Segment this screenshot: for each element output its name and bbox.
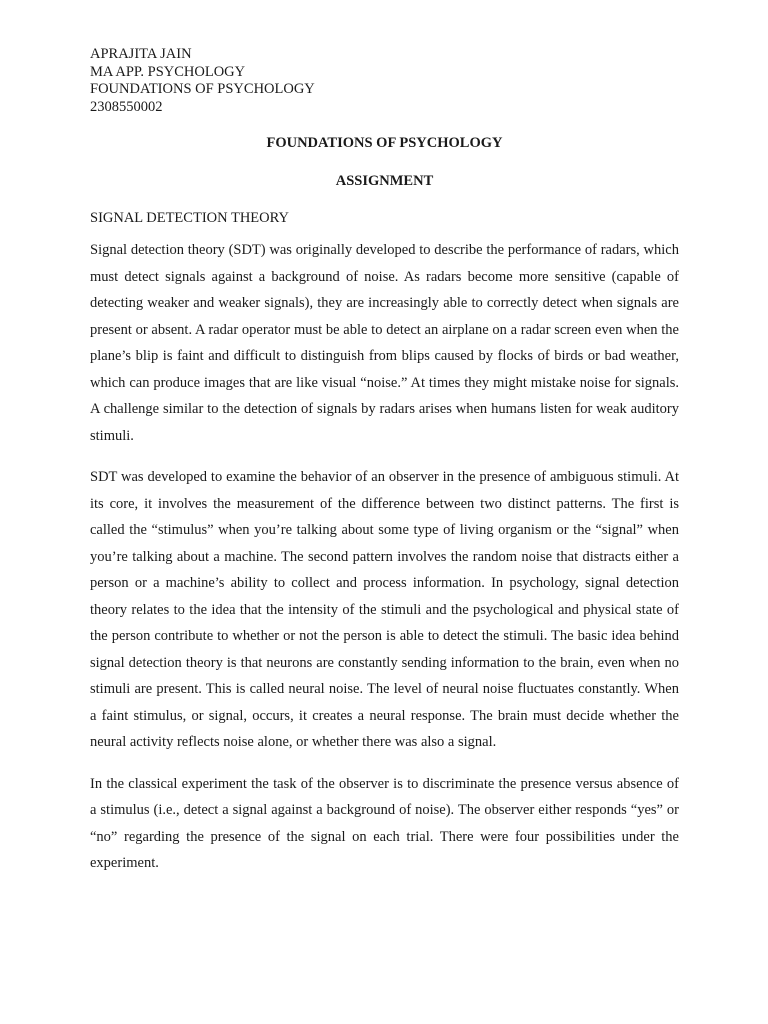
paragraph-1: Signal detection theory (SDT) was originally developed to describe the performance of radars, which must detect signals against a background of noise. As radars become more sensitive (capable of detecting weaker and weaker signals), they are increasingly able to correctly detect when signals are present or absent. A radar operator must be able to detect an airplane on a radar screen even when the plane’s blip is faint and difficult to distinguish from blips caused by flocks of birds or bad weather, which can produce images that are like visual “noise.” At times they might mistake noise for signals. A challenge similar to the detection of signals by radars arises when humans listen for weak auditory stimuli.: [90, 242, 679, 444]
paragraph-3: In the classical experiment the task of the observer is to discriminate the presence versus absence of a stimulus (i.e., detect a signal against a background of noise). The observer either responds “yes” or “no” regarding the presence of the signal on each trial. There were four possibilities under the experiment.: [90, 775, 679, 871]
section-title: SIGNAL DETECTION THEORY: [90, 210, 289, 226]
author-name: APRAJITA JAIN: [90, 46, 192, 62]
program-name: MA APP. PSYCHOLOGY: [90, 63, 246, 80]
document-title: FOUNDATIONS OF PSYCHOLOGY: [266, 135, 503, 151]
author-header: [90, 46, 679, 116]
roll-number: 2308550002: [90, 98, 163, 115]
paragraph-2: SDT was developed to examine the behavior of an observer in the presence of ambiguous stimuli. At its core, it involves the measurement of the difference between two distinct patterns. The first is called the “stimulus” when you’re talking about some type of living organism or the “signal” when you’re talking about a machine. The second pattern involves the random noise that distracts either a person or a machine’s ability to collect and process information. In psychology, signal detection theory relates to the idea that the intensity of the stimuli and the psychological and physical state of the person contribute to whether or not the person is able to detect the stimuli. The basic idea behind signal detection theory is that neurons are constantly sending information to the brain, even when no stimuli are present. This is called neural noise. The level of neural noise fluctuates constantly. When a faint stimulus, or signal, occurs, it creates a neural response. The brain must decide whether the neural activity reflects noise alone, or whether there was also a signal.: [90, 469, 679, 750]
document-subtitle: ASSIGNMENT: [335, 173, 434, 189]
course-name: FOUNDATIONS OF PSYCHOLOGY: [90, 81, 315, 97]
